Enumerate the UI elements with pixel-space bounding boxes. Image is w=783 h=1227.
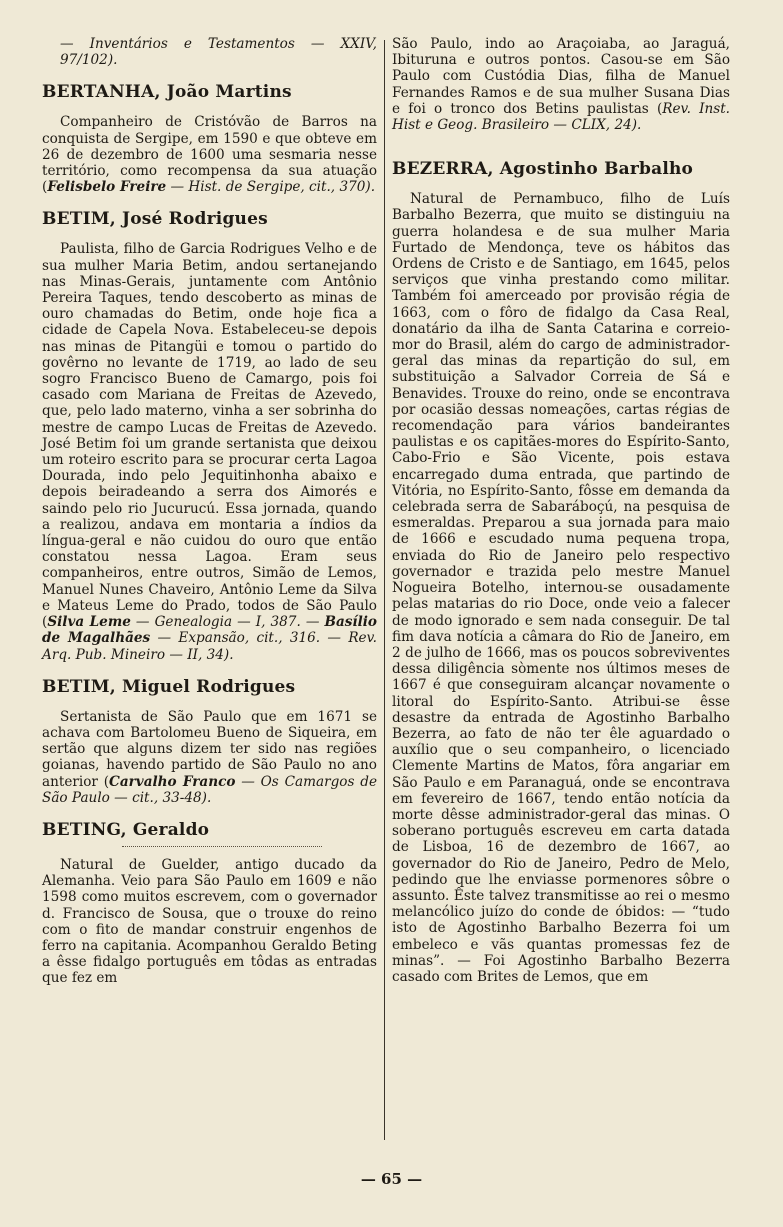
entry-reference: — Hist. de Sergipe, cit., 370). <box>166 179 376 196</box>
entry-text <box>42 241 377 662</box>
entry-given-name: Miguel Rodrigues <box>122 676 296 697</box>
entry-heading <box>392 159 730 179</box>
entry-reference: — Genealogia — I, 387. — <box>130 614 325 631</box>
entry-author: Carvalho Franco <box>109 773 236 790</box>
entry-body: Paulista, filho de Garcia Rodrigues Velho e de sua mulher Maria Betim, andou sertanejando nas Minas-Gerais, juntamente com Antônio Pereira Taques, tendo descoberto as minas de ouro chamadas do Betim, onde hoje fica a cidade de Capela Nova. Estabeleceu-se depois nas minas de Pitangüi e tomou o partido do govêrno no levante de 1719, ao lado de seu sogro Francisco Bueno de Camargo, pois foi casado com Mariana de Freitas de Azevedo, que, pelo lado materno, vinha a ser sobrinha do mestre de campo Lucas de Freitas de Azevedo. José Betim foi um grande sertanista que deixou um roteiro escrito para se procurar certa Lagoa Dourada, indo pelo Jequitinhonha abaixo e depois beiradeando a serra dos Aimorés e saindo pelo rio Jucurucú. Essa jornada, quando a realizou, andava em montaria a índios da língua-geral e não cuidou do ouro que então constatou nessa Lagoa. Eram seus companheiros, entre outros, Simão de Lemos, Manuel Nunes Chaveiro, Antônio Leme da Silva e Mateus Leme do Prado, todos de São Paulo ( <box>42 241 377 631</box>
entry-beting-continuation <box>392 36 730 133</box>
entry-body: São Paulo, indo ao Araçoiaba, ao Jaraguá, Ibituruna e outros pontos. Casou-se em São Paulo com Custódia Dias, filha de Manuel Fernandes Ramos e de sua mulher Susana Dias e foi o tronco dos Betins paulistas ( <box>392 36 730 117</box>
entry-author: Basílio de Magalhães <box>42 614 377 647</box>
entry-heading <box>42 677 377 697</box>
entry-betim-miguel <box>42 677 377 806</box>
entry-reference: Rev. Inst. Hist e Geog. Brasileiro — CLIX, 24). <box>392 100 730 134</box>
entry-text <box>42 114 377 195</box>
entry-surname: BETIM, <box>42 676 116 697</box>
right-column <box>392 36 730 999</box>
entry-heading <box>42 82 377 102</box>
entry-text <box>392 36 730 133</box>
left-column <box>42 36 377 1001</box>
entry-author: Silva Leme <box>47 614 131 631</box>
entry-surname: BETIM, <box>42 209 116 230</box>
entry-reference: — Os Camargos de São Paulo — cit., 33-48). <box>42 773 377 806</box>
ornament-rule <box>122 846 322 851</box>
entry-bezerra <box>392 159 730 985</box>
entry-given-name: Agostinho Barbalho <box>499 159 694 180</box>
entry-body: Sertanista de São Paulo que em 1671 se achava com Bartolomeu Bueno de Siqueira, em sertão que alguns dizem ter sido nas regiões goianas, havendo partido de São Paulo no ano anterior ( <box>42 708 377 790</box>
column-divider <box>384 40 385 1140</box>
entry-given-name: João Martins <box>166 82 292 103</box>
entry-surname: BERTANHA, <box>42 82 161 103</box>
entry-text: Natural de Guelder, antigo ducado da Alemanha. Veio para São Paulo em 1609 e não 1598 como muitos escrevem, com o governador d. Francisco de Sousa, que o trouxe do reino com o fito de mandar construir engenhos de ferro na capitania. Acompanhou Geraldo Beting a êsse fidalgo português em tôdas as entradas que fez em <box>42 856 377 987</box>
entry-given-name: José Rodrigues <box>122 209 268 230</box>
entry-heading <box>42 820 377 840</box>
entry-beting <box>42 820 377 987</box>
top-fragment: — Inventários e Testamentos — XXIV, 97/102). <box>60 36 377 69</box>
entry-text: Natural de Pernambuco, filho de Luís Barbalho Bezerra, que muito se distinguiu na guerra holandesa e de sua mulher Maria Furtado de Mendonça, teve os hábitos das Ordens de Cristo e de Santiago, em 1645, pelos serviços que vinha prestando como militar. Também foi amerceado por provisão régia de 1663, com o fôro de fidalgo da Casa Real, donatário da ilha de Santa Catarina e correio-mor do Brasil, além do cargo de administrador-geral das minas da repartição do sul, em substituição a Salvador Correia de Sá e Benavides. Trouxe do reino, onde se encontrava por ocasião dessas nomeações, cartas régias de recomendação para vários bandeirantes paulistas e os capitães-mores do Espírito-Santo, Cabo-Frio e São Vicente, pois estava encarregado duma entrada, que partindo de Vitória, no Espírito-Santo, fôsse em demanda da celebrada serra de Sabaráboçú, na pesquisa de esmeraldas. Preparou a sua jornada para maio de 1666 e escudado numa pequena tropa, enviada do Rio de Janeiro pelo respectivo governador e trazida pelo mestre Manuel Nogueira Botelho, internou-se ousadamente pelas matarias do rio Doce, onde veio a falecer de modo ignorado e sem nada conseguir. De tal fim dava notícia a câmara do Rio de Janeiro, em 2 de julho de 1666, mas os poucos sobreviventes dessa diligência sòmente nos últimos meses de 1667 é que conseguiram alcançar novamente o litoral do Espírito-Santo. Atribui-se êsse desastre da entrada de Agostinho Barbalho Bezerra, ao fato de não ter êle aguardado o auxílio que o seu companheiro, o licenciado Clemente Martins de Matos, fôra angariar em São Paulo e em Paranaguá, onde se encontrava em fevereiro de 1667, tendo então notícia da morte dêsse administrador-geral das minas. O soberano português escreveu em carta datada de Lisboa, 16 de dezembro de 1667, ao governador do Rio de Janeiro, Pedro de Melo, pedindo que lhe enviasse pormenores sôbre o assunto. Êste talvez transmitisse ao rei o mesmo melancólico juízo do conde de óbidos: — “tudo isto de Agostinho Barbalho Bezerra foi um embeleco e vãs quantas promessas fez de minas”. — Foi Agostinho Barbalho Bezerra casado com Brites de Lemos, que em <box>392 191 730 985</box>
entry-author: Felisbelo Freire <box>47 179 167 196</box>
page-number: — 65 — <box>360 1170 423 1188</box>
entry-given-name: Geraldo <box>132 819 210 840</box>
entry-surname: BEZERRA, <box>392 159 494 180</box>
entry-reference: — Expansão, cit., 316. — Rev. Arq. Pub. Mineiro — II, 34). <box>42 630 377 663</box>
entry-surname: BETING, <box>42 819 127 840</box>
entry-text <box>42 709 377 806</box>
entry-heading <box>42 209 377 229</box>
entry-bertanha <box>42 82 377 195</box>
entry-body: Companheiro de Cristóvão de Barros na conquista de Sergipe, em 1590 e que obteve em 26 de dezembro de 1600 uma sesmaria nesse território, como recompensa da sua atuação ( <box>42 114 377 196</box>
entry-betim-jose <box>42 209 377 662</box>
